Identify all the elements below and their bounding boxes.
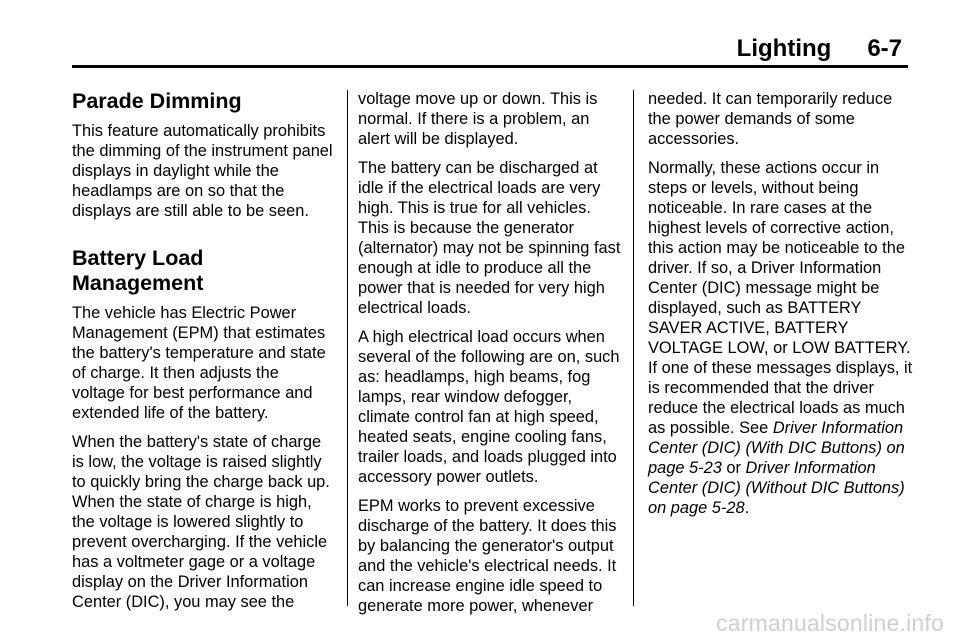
cross-reference-with-buttons[interactable]: Driver Information Center (DIC) (With DIC Buttons) on page 5-23 [648, 419, 905, 477]
section-title: Lighting [736, 35, 832, 62]
header-rule [72, 65, 908, 68]
paragraph-parade-dimming: This feature automatically prohibits the dimming of the instrument panel displays in daylight while the headlamps are on so that the displays are still able to be seen. [72, 122, 333, 220]
paragraph-high-load: A high electrical load occurs when several of the following are on, such as: headlamps, high beams, fog lamps, rear window defogger, climate control fan at high speed, heated seats, engine cooling fans, trailer loads, and loads plugged into accessory power outlets. [358, 328, 620, 486]
paragraph-discharge-idle: The battery can be discharged at idle if the electrical loads are very high. This is true for all vehicles. This is because the generator (alternator) may not be spinning fast enough at idle to produce all the power that is needed for very high electrical loads. [358, 159, 621, 317]
or-text: or [721, 459, 746, 477]
page-header [737, 34, 902, 64]
column-divider-1 [347, 90, 348, 606]
paragraph-power-demands: needed. It can temporarily reduce the power demands of some accessories. [648, 90, 893, 148]
heading-line-1: Battery Load [72, 246, 204, 270]
period-text: . [744, 499, 750, 517]
page-number: 6-7 [867, 35, 902, 62]
heading-battery-load-management [72, 246, 336, 296]
paragraph-epm-works: EPM works to prevent excessive discharge of the battery. It does this by balancing the generator's output and the vehicle's electrical needs. It can increase engine idle speed to generate more power, whenever [358, 497, 617, 615]
column-divider-2 [633, 90, 634, 606]
heading-line-2: Management [72, 271, 204, 295]
watermark: carmanualsonline.info [716, 610, 944, 636]
paragraph-state-of-charge: When the battery's state of charge is low, the voltage is raised slightly to quickly bring the charge back up. When the state of charge is high, the voltage is lowered slightly to prevent overcharging. If the vehicle has a voltmeter gage or a voltage display on the Driver Information Center (DIC), you may see the [72, 433, 330, 611]
paragraph-epm-intro: The vehicle has Electric Power Management (EPM) that estimates the battery's temperature and state of charge. It then adjusts the voltage for best performance and extended life of the battery. [72, 304, 326, 422]
heading-parade-dimming: Parade Dimming [72, 89, 242, 113]
cross-reference-without-buttons[interactable]: Driver Information Center (DIC) (Without DIC Buttons) on page 5-28 [648, 459, 905, 517]
paragraph-dic-messages [648, 158, 916, 518]
column-2 [358, 89, 624, 625]
column-3 [648, 89, 916, 527]
paragraph-voltage-normal: voltage move up or down. This is normal. If there is a problem, an alert will be displayed. [358, 90, 598, 148]
dic-text: Normally, these actions occur in steps or levels, without being noticeable. In rare cases at the highest levels of corrective action, this action may be noticeable to the driver. If so, a Driver Information Center (DIC) message might be displayed, such as BATTERY SAVER ACTIVE, BATTERY VOLTAGE LOW, or LOW BATTERY. If one of these messages displays, it is recommended that the driver reduce the electrical loads as much as possible. See [648, 159, 913, 437]
column-1 [72, 89, 336, 621]
